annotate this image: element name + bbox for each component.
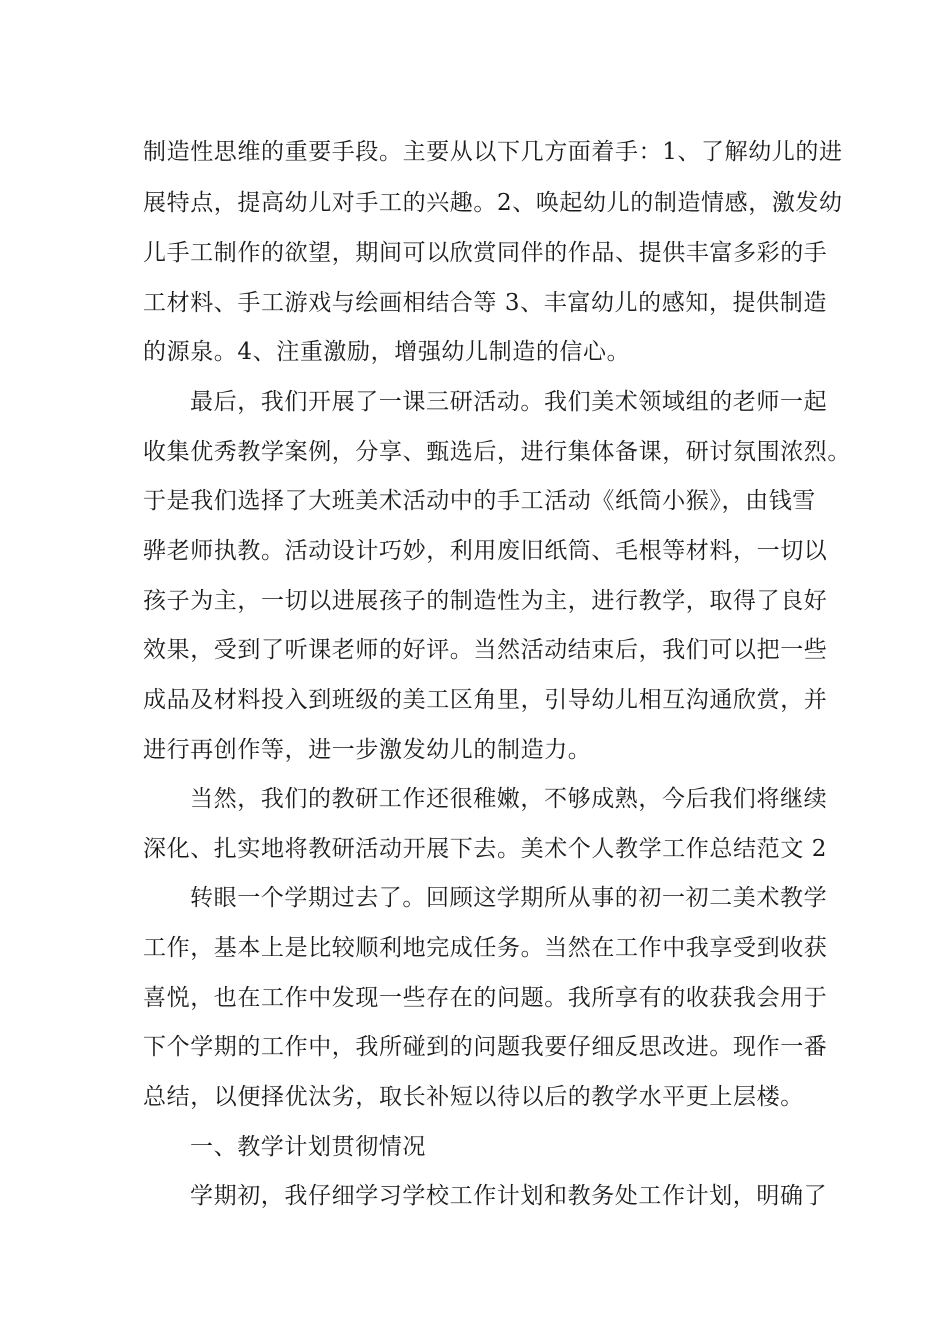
text-line: 深化、扎实地将教研活动开展下去。美术个人教学工作总结范文 2	[143, 836, 827, 862]
paragraph-first-line: 最后，我们开展了一课三研活动。我们美术领域组的老师一起	[190, 389, 828, 415]
text-line: 总结，以便择优汰劣，取长补短以待以后的教学水平更上层楼。	[143, 1084, 804, 1110]
text-line: 的源泉。4、注重激励，增强幼儿制造的信心。	[143, 339, 631, 365]
section-heading: 一、教学计划贯彻情况	[190, 1134, 426, 1160]
text-line: 展特点，提高幼儿对手工的兴趣。2、唤起幼儿的制造情感，激发幼	[143, 190, 843, 216]
text-line: 喜悦，也在工作中发现一些存在的问题。我所享有的收获我会用于	[143, 985, 828, 1011]
text-line: 下个学期的工作中，我所碰到的问题我要仔细反思改进。现作一番	[143, 1034, 828, 1060]
text-line: 制造性思维的重要手段。主要从以下几方面着手：1、了解幼儿的进	[143, 139, 843, 165]
text-line: 儿手工制作的欲望，期间可以欣赏同伴的作品、提供丰富多彩的手	[143, 240, 828, 266]
text-line: 于是我们选择了大班美术活动中的手工活动《纸筒小猴》，由钱雪	[143, 488, 816, 514]
text-line: 工材料、手工游戏与绘画相结合等 3、丰富幼儿的感知，提供制造	[143, 290, 827, 316]
text-line: 收集优秀教学案例，分享、甄选后，进行集体备课，研讨氛围浓烈。	[143, 439, 851, 465]
paragraph-first-line: 当然，我们的教研工作还很稚嫩，不够成熟，今后我们将继续	[190, 786, 828, 812]
text-line: 成品及材料投入到班级的美工区角里，引导幼儿相互沟通欣赏，并	[143, 687, 828, 713]
text-line: 孩子为主，一切以进展孩子的制造性为主，进行教学，取得了良好	[143, 588, 828, 614]
text-line: 进行再创作等，进一步激发幼儿的制造力。	[143, 737, 592, 763]
text-line: 工作，基本上是比较顺利地完成任务。当然在工作中我享受到收获	[143, 935, 828, 961]
text-line: 效果，受到了听课老师的好评。当然活动结束后，我们可以把一些	[143, 637, 828, 663]
text-line: 骅老师执教。活动设计巧妙，利用废旧纸筒、毛根等材料，一切以	[143, 538, 828, 564]
paragraph-first-line: 转眼一个学期过去了。回顾这学期所从事的初一初二美术教学	[190, 885, 828, 911]
paragraph-first-line: 学期初，我仔细学习学校工作计划和教务处工作计划，明确了	[190, 1183, 828, 1209]
